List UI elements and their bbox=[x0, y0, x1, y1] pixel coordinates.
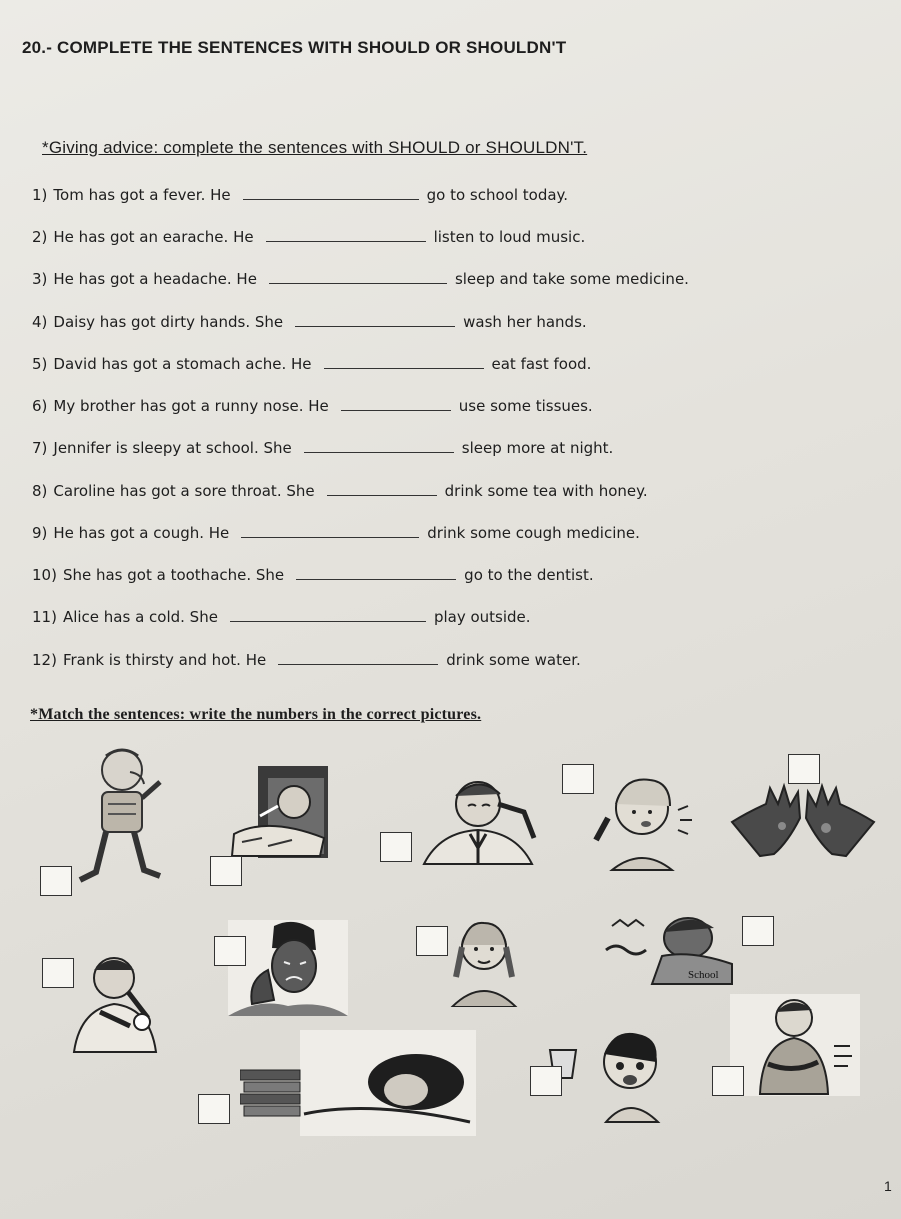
sentence-end: wash her hands. bbox=[463, 313, 587, 331]
sentence-number: 1) bbox=[32, 186, 48, 204]
sentence-9 bbox=[32, 524, 640, 542]
headache-man-picture bbox=[420, 770, 544, 866]
sentence-end: eat fast food. bbox=[491, 355, 592, 373]
sentence-start: Caroline has got a sore throat. She bbox=[53, 482, 315, 500]
answer-blank[interactable] bbox=[269, 282, 447, 284]
sentence-7 bbox=[32, 439, 613, 457]
sentence-start: Frank is thirsty and hot. He bbox=[62, 651, 267, 669]
thirsty-kid-picture bbox=[548, 1028, 672, 1126]
answer-blank[interactable] bbox=[241, 536, 419, 538]
answer-blank[interactable] bbox=[295, 325, 455, 327]
answer-box[interactable] bbox=[712, 1066, 744, 1096]
sentence-10 bbox=[32, 566, 594, 584]
answer-box[interactable] bbox=[198, 1094, 230, 1124]
answer-box[interactable] bbox=[416, 926, 448, 956]
sentence-number: 11) bbox=[32, 608, 57, 626]
answer-box[interactable] bbox=[742, 916, 774, 946]
answer-box[interactable] bbox=[42, 958, 74, 988]
sentence-end: go to the dentist. bbox=[464, 566, 594, 584]
sentence-number: 8) bbox=[32, 482, 48, 500]
sleepy-boy-picture bbox=[592, 906, 742, 990]
sleeping-girl-picture bbox=[240, 1030, 476, 1136]
answer-box[interactable] bbox=[210, 856, 242, 886]
sentence-number: 7) bbox=[32, 439, 48, 457]
section-heading-advice: *Giving advice: complete the sentences with SHOULD or SHOULDN'T. bbox=[42, 138, 588, 157]
sentence-number: 4) bbox=[32, 313, 48, 331]
answer-box[interactable] bbox=[562, 764, 594, 794]
page-title: 20.- COMPLETE THE SENTENCES WITH SHOULD OR SHOULDN'T bbox=[22, 38, 567, 57]
sentence-number: 10) bbox=[32, 566, 57, 584]
toothache-boy-picture bbox=[228, 920, 348, 1016]
sentence-4 bbox=[32, 313, 587, 331]
runny-nose-boy-picture bbox=[72, 742, 172, 892]
sentence-2 bbox=[32, 228, 585, 246]
sentence-3 bbox=[32, 270, 689, 288]
sentence-number: 2) bbox=[32, 228, 48, 246]
sentence-start: David has got a stomach ache. He bbox=[53, 355, 312, 373]
sentence-end: play outside. bbox=[433, 608, 531, 626]
sentence-start: He has got an earache. He bbox=[53, 228, 254, 246]
answer-blank[interactable] bbox=[243, 198, 419, 200]
answer-box[interactable] bbox=[530, 1066, 562, 1096]
sentence-start: He has got a headache. He bbox=[53, 270, 257, 288]
sentence-end: use some tissues. bbox=[458, 397, 593, 415]
answer-blank[interactable] bbox=[278, 663, 438, 665]
sentence-number: 12) bbox=[32, 651, 57, 669]
sentence-number: 5) bbox=[32, 355, 48, 373]
sentence-end: sleep more at night. bbox=[461, 439, 614, 457]
sentence-1 bbox=[32, 186, 568, 204]
answer-blank[interactable] bbox=[266, 240, 426, 242]
answer-box[interactable] bbox=[214, 936, 246, 966]
cold-girl-picture bbox=[444, 915, 524, 1007]
sentence-start: Daisy has got dirty hands. She bbox=[53, 313, 284, 331]
sentence-12 bbox=[32, 651, 581, 669]
coughing-man-picture bbox=[70, 952, 162, 1056]
sentence-8 bbox=[32, 482, 648, 500]
answer-blank[interactable] bbox=[327, 494, 437, 496]
dirty-hands-picture bbox=[728, 782, 878, 862]
sentence-start: My brother has got a runny nose. He bbox=[53, 397, 329, 415]
sentence-end: drink some tea with honey. bbox=[444, 482, 648, 500]
sentence-number: 6) bbox=[32, 397, 48, 415]
sentence-6 bbox=[32, 397, 593, 415]
answer-box[interactable] bbox=[40, 866, 72, 896]
sentence-5 bbox=[32, 355, 591, 373]
answer-blank[interactable] bbox=[341, 409, 451, 411]
page-number: 1 bbox=[884, 1178, 892, 1194]
answer-box[interactable] bbox=[380, 832, 412, 862]
answer-blank[interactable] bbox=[304, 451, 454, 453]
sentence-end: drink some water. bbox=[446, 651, 581, 669]
sentence-end: drink some cough medicine. bbox=[427, 524, 640, 542]
section-heading-match: *Match the sentences: write the numbers in the correct pictures. bbox=[30, 706, 482, 723]
sentence-start: Jennifer is sleepy at school. She bbox=[53, 439, 292, 457]
sore-throat-girl-picture bbox=[588, 770, 698, 872]
sentence-11 bbox=[32, 608, 531, 626]
sentence-end: listen to loud music. bbox=[433, 228, 586, 246]
sentence-start: Alice has a cold. She bbox=[62, 608, 218, 626]
school-sign-text: School bbox=[688, 969, 719, 981]
answer-blank[interactable] bbox=[296, 578, 456, 580]
sentence-number: 9) bbox=[32, 524, 48, 542]
fever-boy-in-bed-picture bbox=[228, 760, 334, 860]
stomach-ache-boy-picture bbox=[730, 994, 860, 1096]
sentence-end: sleep and take some medicine. bbox=[454, 270, 689, 288]
answer-blank[interactable] bbox=[230, 620, 426, 622]
sentence-start: He has got a cough. He bbox=[53, 524, 230, 542]
answer-blank[interactable] bbox=[324, 367, 484, 369]
sentence-start: Tom has got a fever. He bbox=[53, 186, 231, 204]
answer-box[interactable] bbox=[788, 754, 820, 784]
sentence-end: go to school today. bbox=[426, 186, 569, 204]
sentence-number: 3) bbox=[32, 270, 48, 288]
sentence-start: She has got a toothache. She bbox=[62, 566, 285, 584]
